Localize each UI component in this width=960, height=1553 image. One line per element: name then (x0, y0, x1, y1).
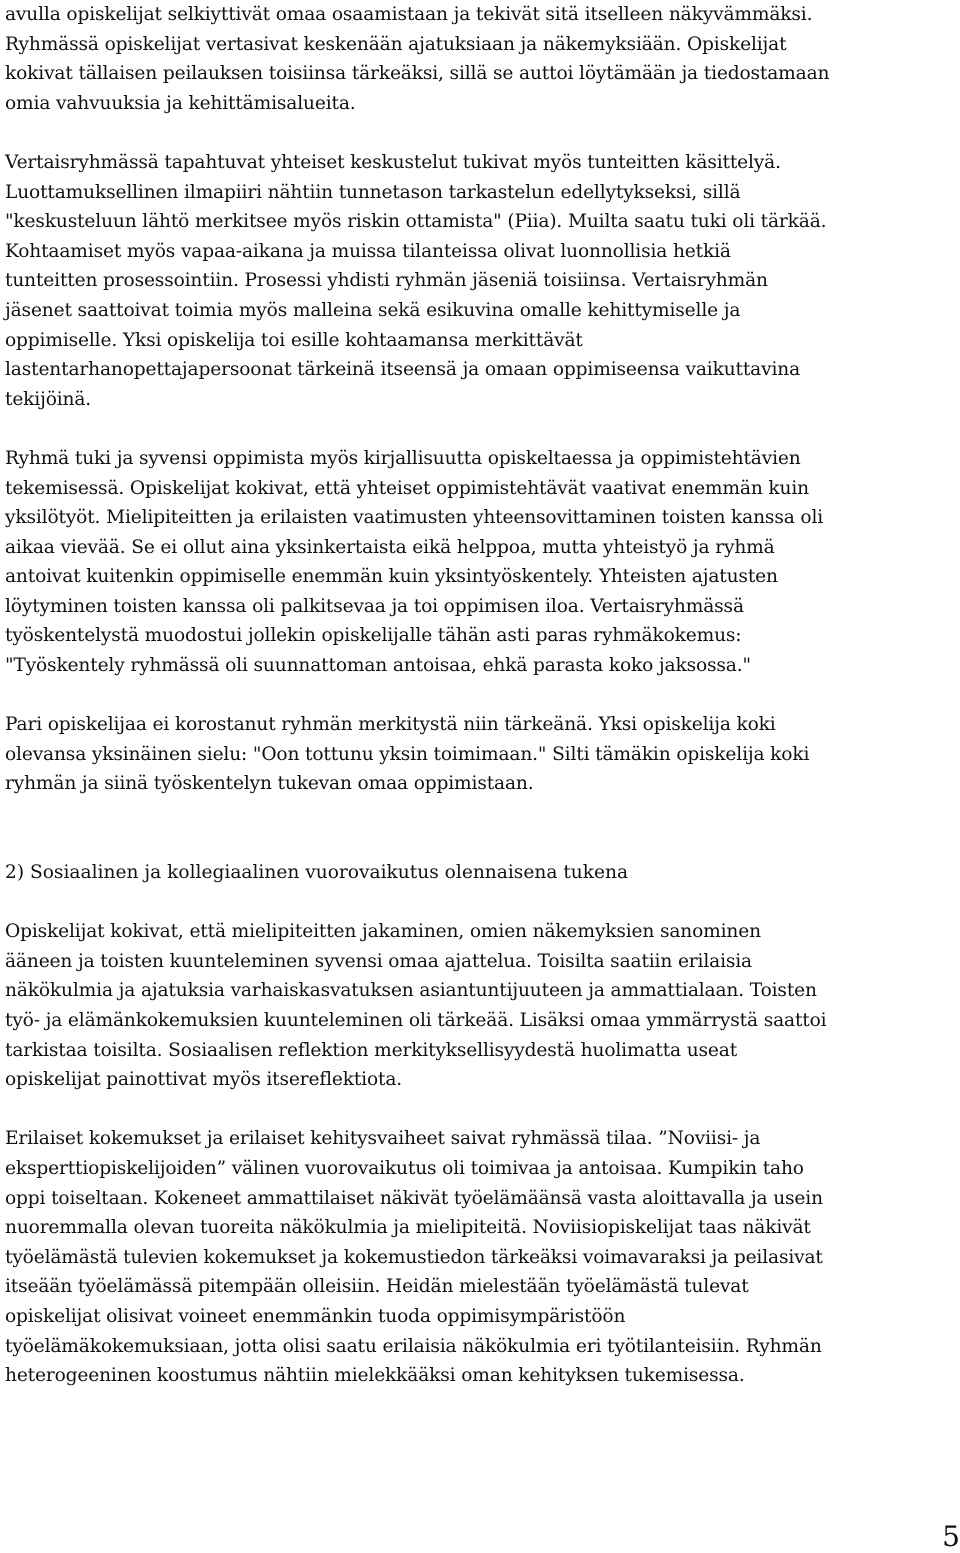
text-line: Kohtaamiset myös vapaa-aikana ja muissa tilanteissa olivat luonnollisia hetkiä (5, 240, 731, 262)
page-number: 5 (942, 1520, 960, 1553)
text-line: työelämästä tulevien kokemukset ja kokemustiedon tärkeäksi voimavaraksi ja peilasivat (5, 1246, 823, 1268)
paragraph-spacer (5, 414, 960, 444)
text-line: itseään työelämässä pitempään olleisiin. Heidän mielestään työelämästä tulevat (5, 1276, 749, 1298)
text-line: opiskelijat olisivat voineet enemmänkin tuoda oppimisympäristöön (5, 1305, 626, 1327)
paragraph-spacer (5, 888, 960, 918)
text-line: opiskelijat painottivat myös itsereflektiota. (5, 1069, 403, 1091)
text-line: heterogeeninen koostumus nähtiin mielekkääksi oman kehityksen tukemisessa. (5, 1365, 745, 1387)
text-line: olevansa yksinäinen sielu: "Oon tottunu yksin toimimaan." Silti tämäkin opiskelija koki (5, 743, 810, 765)
text-line: työelämäkokemuksiaan, jotta olisi saatu erilaisia näkökulmia eri työtilanteisiin. Ryhmän (5, 1335, 822, 1357)
text-line: avulla opiskelijat selkiyttivät omaa osaamistaan ja tekivät sitä itselleen näkyvämmäksi. (5, 4, 813, 25)
text-line: eksperttiopiskelijoiden” välinen vuorovaikutus oli toimivaa ja antoisaa. Kumpikin taho (5, 1157, 804, 1179)
text-line: tekijöinä. (5, 388, 92, 410)
text-line: Luottamuksellinen ilmapiiri nähtiin tunnetason tarkastelun edellytykseksi, sillä (5, 181, 741, 203)
text-line: ääneen ja toisten kuunteleminen syvensi omaa ajattelua. Toisilta saatiin erilaisia (5, 950, 752, 972)
text-line: oppimiselle. Yksi opiskelija toi esille kohtaamansa merkittävät (5, 329, 583, 351)
text-line: nuoremmalla olevan tuoreita näkökulmia ja mielipiteitä. Noviisiopiskelijat taas näkivät (5, 1217, 811, 1239)
section-paragraph-2 (5, 1124, 960, 1390)
paragraph-spacer (5, 118, 960, 148)
text-line: Pari opiskelijaa ei korostanut ryhmän merkitystä niin tärkeänä. Yksi opiskelija koki (5, 714, 776, 736)
text-line: Vertaisryhmässä tapahtuvat yhteiset keskustelut tukivat myös tunteitten käsittelyä. (5, 151, 781, 173)
paragraph-3 (5, 444, 960, 681)
text-line: "Työskentely ryhmässä oli suunnattoman antoisaa, ehkä parasta koko jaksossa." (5, 655, 751, 677)
paragraph-2 (5, 148, 960, 414)
paragraph-4 (5, 710, 960, 799)
section-spacer (5, 799, 960, 858)
paragraph-spacer (5, 681, 960, 711)
text-line: oppi toiseltaan. Kokeneet ammattilaiset näkivät työelämäänsä vasta aloittavalla ja usein (5, 1187, 823, 1209)
text-line: antoivat kuitenkin oppimiselle enemmän kuin yksintyöskentely. Yhteisten ajatusten (5, 566, 778, 588)
text-line: työ- ja elämänkokemuksien kuunteleminen oli tärkeää. Lisäksi omaa ymmärrystä saattoi (5, 1010, 827, 1031)
text-line: jäsenet saattoivat toimia myös malleina sekä esikuvina omalle kehittymiselle ja (5, 299, 741, 321)
section-heading: 2) Sosiaalinen ja kollegiaalinen vuorovaikutus olennaisena tukena (5, 862, 629, 884)
text-line: Erilaiset kokemukset ja erilaiset kehitysvaiheet saivat ryhmässä tilaa. ”Noviisi- ja (5, 1128, 761, 1150)
text-line: ryhmän ja siinä työskentelyn tukevan omaa oppimistaan. (5, 773, 534, 795)
text-line: Opiskelijat kokivat, että mielipiteitten jakaminen, omien näkemyksien sanominen (5, 921, 761, 943)
text-line: tarkistaa toisilta. Sosiaalisen reflektion merkityksellisyydestä huolimatta useat (5, 1039, 738, 1061)
text-line: työskentelystä muodostui jollekin opiskelijalle tähän asti paras ryhmäkokemus: (5, 625, 742, 647)
text-line: "keskusteluun lähtö merkitsee myös riskin ottamista" (Piia). Muilta saatu tuki oli tärkää. (5, 211, 827, 233)
text-line: näkökulmia ja ajatuksia varhaiskasvatuksen asiantuntijuuteen ja ammattialaan. Toisten (5, 980, 817, 1002)
document-page (5, 0, 960, 1391)
text-line: aikaa vievää. Se ei ollut aina yksinkertaista eikä helppoa, mutta yhteistyö ja ryhmä (5, 536, 775, 558)
text-line: omia vahvuuksia ja kehittämisalueita. (5, 92, 356, 114)
section-paragraph-1 (5, 917, 960, 1095)
text-line: tunteitten prosessointiin. Prosessi yhdisti ryhmän jäseniä toisiinsa. Vertaisryhmän (5, 270, 768, 292)
paragraph-spacer (5, 1095, 960, 1125)
text-line: kokivat tällaisen peilauksen toisiinsa tärkeäksi, sillä se auttoi löytämään ja tiedostamaan (5, 63, 830, 85)
text-line: tekemisessä. Opiskelijat kokivat, että yhteiset oppimistehtävät vaativat enemmän kuin (5, 477, 809, 499)
text-line: Ryhmä tuki ja syvensi oppimista myös kirjallisuutta opiskeltaessa ja oppimistehtävien (5, 447, 801, 469)
paragraph-1 (5, 0, 960, 118)
text-line: lastentarhanopettajapersoonat tärkeinä itseensä ja omaan oppimiseensa vaikuttavina (5, 359, 801, 381)
text-line: löytyminen toisten kanssa oli palkitsevaa ja toi oppimisen iloa. Vertaisryhmässä (5, 595, 744, 617)
text-line: Ryhmässä opiskelijat vertasivat keskenään ajatuksiaan ja näkemyksiään. Opiskelijat (5, 33, 787, 55)
text-line: yksilötyöt. Mielipiteitten ja erilaisten vaatimusten yhteensovittaminen toisten kanssa oli (5, 507, 824, 529)
